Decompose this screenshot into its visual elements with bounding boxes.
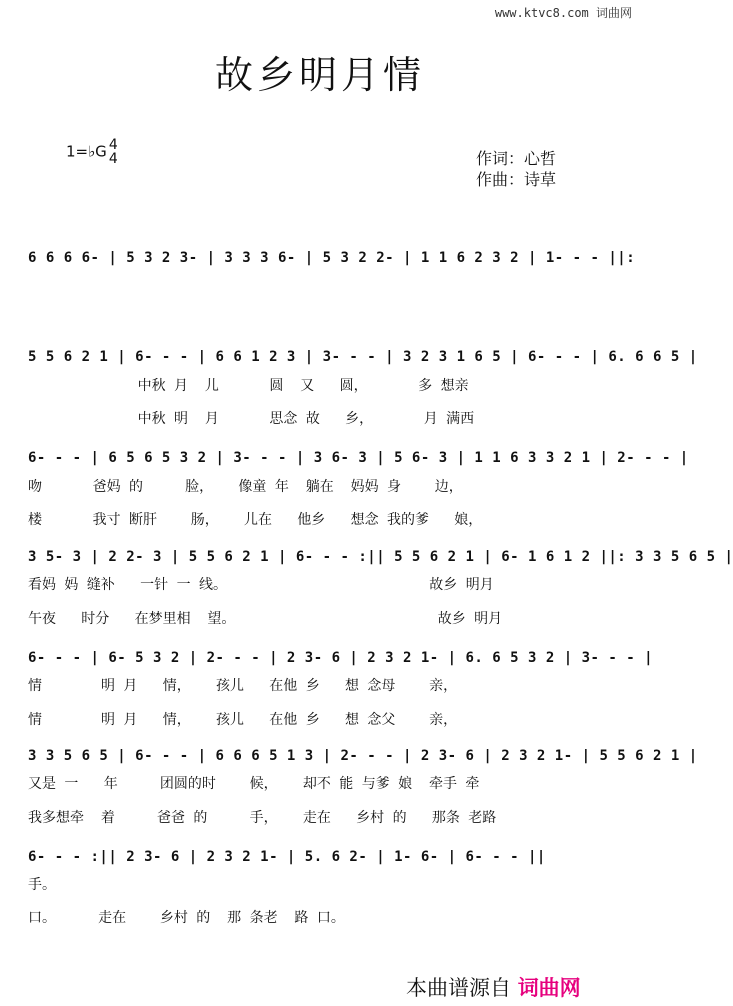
notation-line-1: 6 6 6 6- | 5 3 2 3- | 3 3 3 6- | 5 3 2 2- | 1 1 6 2 3 2 | 1- - - ||: bbox=[28, 250, 636, 266]
lyric-line-2a: 中秋 月 儿 圆 又 圆， 多 想亲 bbox=[28, 378, 469, 394]
lyric-line-5b: 情 明 月 情， 孩儿 在他 乡 想 念父 亲， bbox=[28, 712, 458, 728]
lyric-line-7a: 手。 bbox=[28, 877, 56, 893]
lyric-line-2b: 中秋 明 月 思念 故 乡， 月 满西 bbox=[28, 411, 475, 427]
time-signature bbox=[109, 138, 118, 166]
composer: 作曲：诗草 bbox=[476, 170, 557, 189]
lyric-line-7b: 口。 走在 乡村 的 那 条老 路 口。 bbox=[28, 910, 345, 926]
key-signature bbox=[66, 138, 118, 166]
source-footer bbox=[406, 972, 581, 1002]
lyric-line-6a: 又是 一 年 团圆的时 候， 却不 能 与爹 娘 牵手 牵 bbox=[28, 776, 480, 792]
credits bbox=[476, 148, 556, 190]
lyric-line-3a: 吻 爸妈 的 脸， 像童 年 躺在 妈妈 身 边， bbox=[28, 479, 463, 495]
lyricist: 作词：心哲 bbox=[476, 149, 557, 168]
notation-line-2: 5 5 6 2 1 | 6- - - | 6 6 1 2 3 | 3- - - | 3 2 3 1 6 5 | 6- - - | 6. 6 6 5 | bbox=[28, 349, 698, 365]
notation-line-5: 6- - - | 6- 5 3 2 | 2- - - | 2 3- 6 | 2 3 2 1- | 6. 6 5 3 2 | 3- - - | bbox=[28, 650, 654, 666]
time-numerator: 4 bbox=[108, 137, 118, 153]
footer-brand: 词曲网 bbox=[517, 976, 581, 1000]
footer-prefix: 本曲谱源自 bbox=[406, 976, 511, 1000]
notation-line-6: 3 3 5 6 5 | 6- - - | 6 6 6 5 1 3 | 2- - - | 2 3- 6 | 2 3 2 1- | 5 5 6 2 1 | bbox=[28, 748, 698, 764]
lyric-line-4b: 午夜 时分 在梦里相 望。 故乡 明月 bbox=[28, 611, 503, 627]
lyric-line-5a: 情 明 月 情， 孩儿 在他 乡 想 念母 亲， bbox=[28, 678, 458, 694]
time-denominator: 4 bbox=[108, 151, 118, 167]
key-prefix: 1=♭G bbox=[66, 142, 107, 161]
lyric-line-4a: 看妈 妈 缝补 一针 一 线。 故乡 明月 bbox=[28, 577, 494, 593]
notation-line-7: 6- - - :|| 2 3- 6 | 2 3 2 1- | 5. 6 2- | 1- 6- | 6- - - || bbox=[28, 849, 546, 865]
notation-line-3: 6- - - | 6 5 6 5 3 2 | 3- - - | 3 6- 3 | 5 6- 3 | 1 1 6 3 3 2 1 | 2- - - | bbox=[28, 450, 689, 466]
notation-line-4: 3 5- 3 | 2 2- 3 | 5 5 6 2 1 | 6- - - :|| 5 5 6 2 1 | 6- 1 6 1 2 ||: 3 3 5 6 5 | bbox=[28, 549, 733, 565]
lyric-line-3b: 楼 我寸 断肝 肠， 儿在 他乡 想念 我的爹 娘， bbox=[28, 512, 483, 528]
lyric-line-6b: 我多想牵 着 爸爸 的 手， 走在 乡村 的 那条 老路 bbox=[28, 810, 497, 826]
song-title: 故乡明月情 bbox=[214, 53, 425, 97]
site-watermark: www.ktvc8.com 词曲网 bbox=[494, 6, 632, 20]
